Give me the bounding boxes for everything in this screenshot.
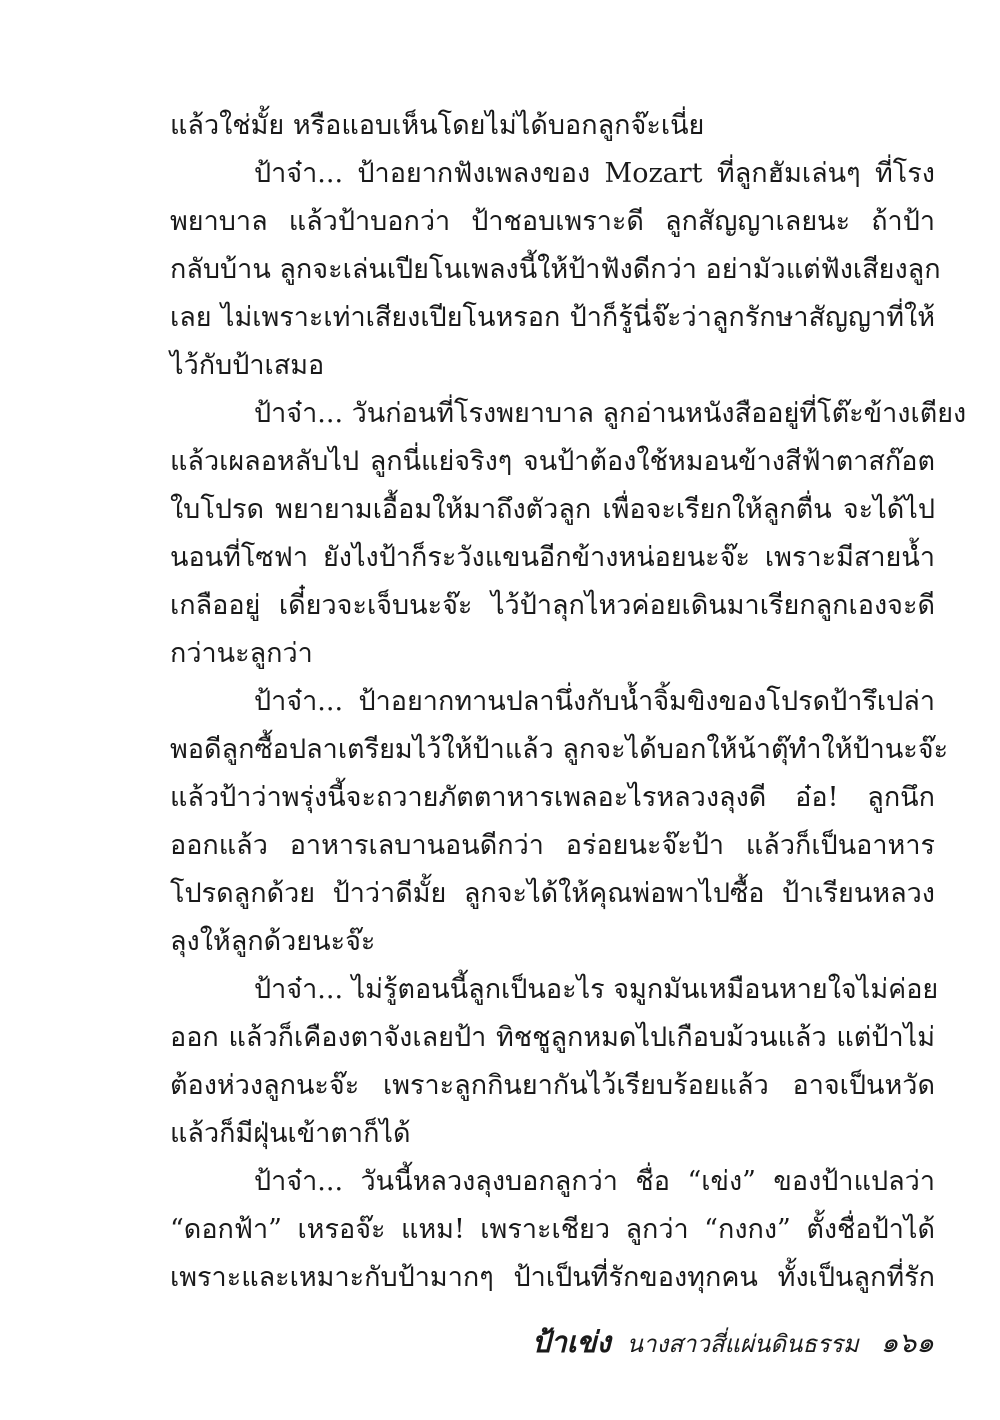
text-line: ใบโปรด พยายามเอื้อมให้มาถึงตัวลูก เพื่อจะเรียกให้ลูกตื่น จะได้ไป: [170, 494, 935, 525]
text-line: แล้วป้าว่าพรุ่งนี้จะถวายภัตตาหารเพลอะไรหลวงลุงดี อ๋อ! ลูกนึก: [170, 782, 935, 813]
page-number: ๑๖๑: [880, 1326, 934, 1359]
text-line: “ดอกฟ้า” เหรอจ๊ะ แหม! เพราะเชียว ลูกว่า “กงกง” ตั้งชื่อป้าได้: [170, 1214, 935, 1245]
text-line: เกลืออยู่ เดี๋ยวจะเจ็บนะจ๊ะ ไว้ป้าลุกไหวค่อยเดินมาเรียกลูกเองจะดี: [170, 590, 935, 621]
text-line: ป้าจ๋า... วันก่อนที่โรงพยาบาล ลูกอ่านหนังสืออยู่ที่โต๊ะข้างเตียง: [254, 398, 967, 429]
text-line: พยาบาล แล้วป้าบอกว่า ป้าชอบเพราะดี ลูกสัญญาเลยนะ ถ้าป้า: [170, 206, 935, 237]
footer-subtitle: นางสาวสี่แผ่นดินธรรม: [626, 1330, 859, 1358]
page-footer: [532, 1322, 934, 1362]
text-line: แล้วก็มีฝุ่นเข้าตาก็ได้: [170, 1118, 411, 1149]
footer-book-title: ป้าเข่ง: [532, 1325, 611, 1359]
text-line: พอดีลูกซื้อปลาเตรียมไว้ให้ป้าแล้ว ลูกจะได้บอกให้น้าตุ๊ทำให้ป้านะจ๊ะ: [170, 734, 949, 765]
text-line: เลย ไม่เพราะเท่าเสียงเปียโนหรอก ป้าก็รู้นี่จ๊ะว่าลูกรักษาสัญญาที่ให้: [170, 302, 935, 333]
text-line: นอนที่โซฟา ยังไงป้าก็ระวังแขนอีกข้างหน่อยนะจ๊ะ เพราะมีสายน้ำ: [170, 542, 935, 573]
text-line: กลับบ้าน ลูกจะเล่นเปียโนเพลงนี้ให้ป้าฟังดีกว่า อย่ามัวแต่ฟังเสียงลูก: [170, 254, 941, 285]
page-body: [170, 102, 967, 1302]
text-line: แล้วใช่มั้ย หรือแอบเห็นโดยไม่ได้บอกลูกจ๊ะเนี่ย: [170, 110, 705, 141]
text-line: ลุงให้ลูกด้วยนะจ๊ะ: [170, 926, 376, 957]
text-line: ออก แล้วก็เคืองตาจังเลยป้า ทิชชูลูกหมดไปเกือบม้วนแล้ว แต่ป้าไม่: [170, 1022, 935, 1053]
text-line: ไว้กับป้าเสมอ: [170, 350, 325, 381]
text-line: ออกแล้ว อาหารเลบานอนดีกว่า อร่อยนะจ๊ะป้า แล้วก็เป็นอาหาร: [170, 830, 935, 861]
text-line: ป้าจ๋า... วันนี้หลวงลุงบอกลูกว่า ชื่อ “เข่ง” ของป้าแปลว่า: [254, 1166, 935, 1197]
text-line: แล้วเผลอหลับไป ลูกนี่แย่จริงๆ จนป้าต้องใช้หมอนข้างสีฟ้าตาสก๊อต: [170, 446, 935, 477]
text-line: ป้าจ๋า... ป้าอยากทานปลานึ่งกับน้ำจิ้มขิงของโปรดป้ารึเปล่า: [254, 686, 935, 717]
text-line: กว่านะลูกว่า: [170, 638, 313, 669]
text-line: ป้าจ๋า... ป้าอยากฟังเพลงของ Mozart ที่ลูกฮัมเล่นๆ ที่โรง: [254, 158, 935, 189]
text-line: เพราะและเหมาะกับป้ามากๆ ป้าเป็นที่รักของทุกคน ทั้งเป็นลูกที่รัก: [170, 1262, 935, 1293]
text-line: ต้องห่วงลูกนะจ๊ะ เพราะลูกกินยากันไว้เรียบร้อยแล้ว อาจเป็นหวัด: [170, 1070, 935, 1101]
text-line: ป้าจ๋า... ไม่รู้ตอนนี้ลูกเป็นอะไร จมูกมันเหมือนหายใจไม่ค่อย: [254, 974, 939, 1005]
text-line: โปรดลูกด้วย ป้าว่าดีมั้ย ลูกจะได้ให้คุณพ่อพาไปซื้อ ป้าเรียนหลวง: [170, 878, 935, 909]
